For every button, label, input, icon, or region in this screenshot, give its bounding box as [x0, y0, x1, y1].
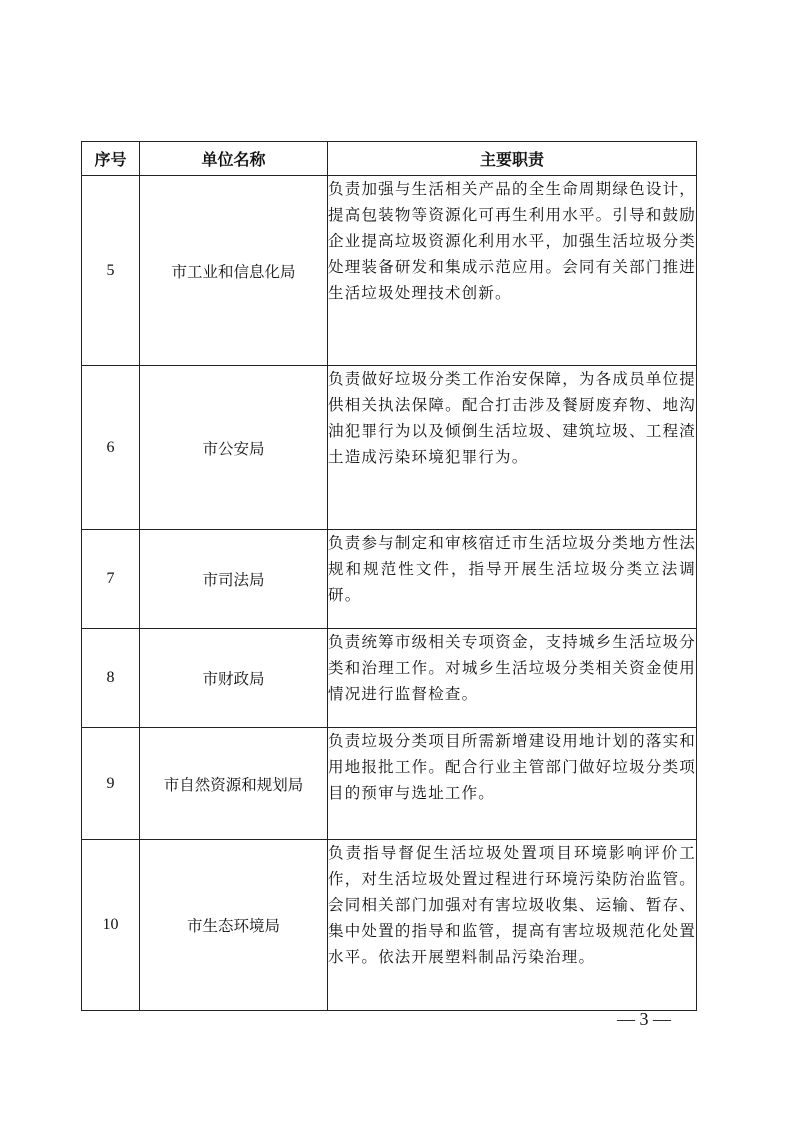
header-serial: 序号 [82, 142, 140, 176]
row-duty: 负责做好垃圾分类工作治安保障，为各成员单位提供相关执法保障。配合打击涉及餐厨废弃物、地沟油犯罪行为以及倾倒生活垃圾、建筑垃圾、工程渣土造成污染环境犯罪行为。 [328, 366, 697, 530]
row-number: 6 [82, 366, 140, 530]
row-number: 9 [82, 728, 140, 840]
table-row [82, 366, 697, 530]
table-row [82, 530, 697, 629]
header-unit-name: 单位名称 [140, 142, 328, 176]
table-row [82, 840, 697, 1011]
header-main-duties: 主要职责 [328, 142, 697, 176]
responsibility-table [81, 141, 697, 1011]
row-unit: 市工业和信息化局 [140, 176, 328, 366]
page-number: — 3 — [617, 1009, 671, 1029]
row-unit: 市生态环境局 [140, 840, 328, 1011]
row-unit: 市公安局 [140, 366, 328, 530]
row-number: 7 [82, 530, 140, 629]
table-row [82, 629, 697, 728]
row-unit: 市自然资源和规划局 [140, 728, 328, 840]
row-number: 8 [82, 629, 140, 728]
row-duty: 负责垃圾分类项目所需新增建设用地计划的落实和用地报批工作。配合行业主管部门做好垃圾分类项目的预审与选址工作。 [328, 728, 697, 840]
row-number: 10 [82, 840, 140, 1011]
row-duty: 负责指导督促生活垃圾处置项目环境影响评价工作，对生活垃圾处置过程进行环境污染防治监管。会同相关部门加强对有害垃圾收集、运输、暂存、集中处置的指导和监管，提高有害垃圾规范化处置水平。依法开展塑料制品污染治理。 [328, 840, 697, 1011]
table-header-row [82, 142, 697, 176]
row-duty: 负责统筹市级相关专项资金，支持城乡生活垃圾分类和治理工作。对城乡生活垃圾分类相关资金使用情况进行监督检查。 [328, 629, 697, 728]
table-row [82, 728, 697, 840]
row-unit: 市司法局 [140, 530, 328, 629]
table-row [82, 176, 697, 366]
row-duty: 负责加强与生活相关产品的全生命周期绿色设计，提高包装物等资源化可再生利用水平。引导和鼓励企业提高垃圾资源化利用水平，加强生活垃圾分类处理装备研发和集成示范应用。会同有关部门推进生活垃圾处理技术创新。 [328, 176, 697, 366]
row-number: 5 [82, 176, 140, 366]
row-unit: 市财政局 [140, 629, 328, 728]
row-duty: 负责参与制定和审核宿迁市生活垃圾分类地方性法规和规范性文件，指导开展生活垃圾分类立法调研。 [328, 530, 697, 629]
